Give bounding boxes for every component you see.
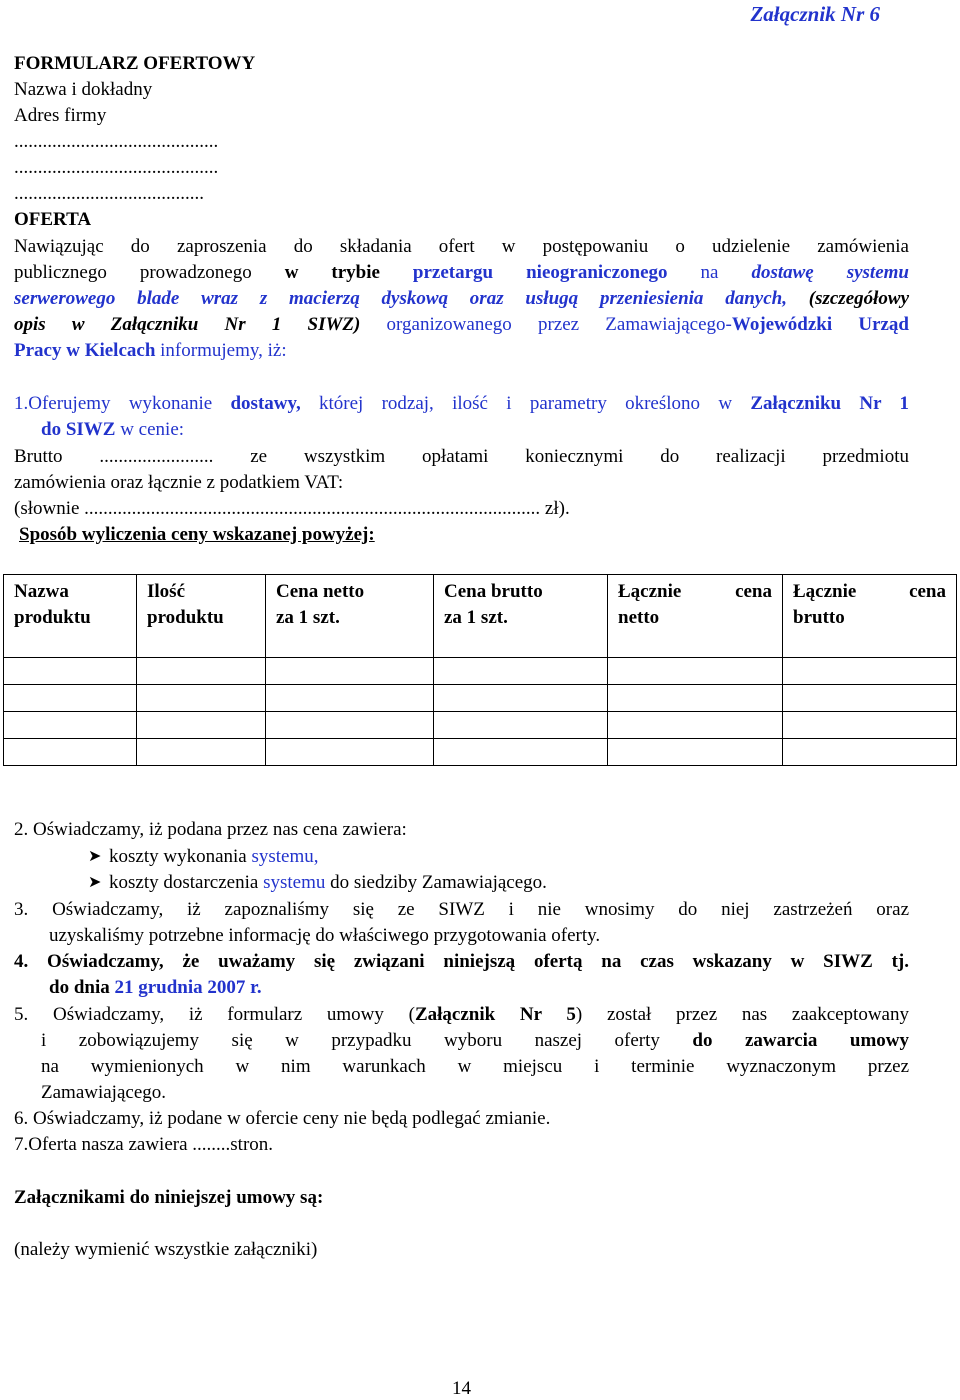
intro-text: publicznego prowadzonego [14,262,285,283]
intro-mode: w trybie [284,262,380,283]
header-quantity: Ilość produktu [137,575,266,658]
point4-line-1: 4. Oświadczamy, że uważamy się związani niniejszą ofertą na czas wskazany w SIWZ tj. [14,951,909,972]
intro-annex-ref: opis w Załączniku Nr 1 SIWZ) [14,314,361,335]
point1-siwz: do SIWZ [41,419,116,440]
intro-subject: dostawę systemu [751,262,909,283]
intro-detail: (szczegółowy [808,288,910,309]
header-product-name: Nazwa produktu [4,575,137,658]
arrow-bullet-icon: ➤ [88,874,102,891]
table-row [4,685,957,712]
intro-line-2 [14,262,909,284]
table-cell[interactable] [783,658,957,685]
point6-text: 6. Oświadczamy, iż podane w ofercie ceny nie będą podlegać zmianie. [14,1108,551,1129]
dots-line-3: ........................................ [14,183,204,204]
point1-delivery: dostawy, [230,393,301,414]
header-unit-net: Cena netto za 1 szt. [266,575,434,658]
intro-subject-cont: serwerowego blade wraz z macierzą dyskową oraz usługą przeniesienia danych, [14,288,787,309]
point5-line-4: Zamawiającego. [41,1082,167,1103]
table-cell[interactable] [137,658,266,685]
table-cell[interactable] [4,739,137,766]
table-cell[interactable] [266,685,434,712]
table-cell[interactable] [783,739,957,766]
point2-item-1: koszty wykonania systemu, [109,846,319,867]
intro-line-5 [14,340,287,362]
attachments-heading: Załącznikami do niniejszej umowy są: [14,1187,324,1208]
dots-line-2: ........................................... [14,157,219,178]
table-cell[interactable] [137,712,266,739]
attachments-note: (należy wymienić wszystkie załączniki) [14,1239,318,1260]
point1-line-2 [41,419,184,441]
table-cell[interactable] [434,712,608,739]
dots-line-1: ........................................... [14,131,219,152]
table-cell[interactable] [266,712,434,739]
company-name-label: Nazwa i dokładny [14,79,153,100]
table-cell[interactable] [4,712,137,739]
table-cell[interactable] [4,658,137,685]
intro-line-3 [14,288,909,310]
point2-text: 2. Oświadczamy, iż podana przez nas cena zawiera: [14,819,407,840]
table-cell[interactable] [434,685,608,712]
price-table [3,574,957,766]
point3-line-2: uzyskaliśmy potrzebne informację do właściwego przygotowania oferty. [49,925,601,946]
table-cell[interactable] [266,739,434,766]
header-total-gross: Łącznie cena brutto [783,575,957,658]
table-cell[interactable] [608,685,783,712]
table-cell[interactable] [137,739,266,766]
intro-informing: informujemy, iż: [155,340,287,361]
arrow-bullet-icon: ➤ [88,848,102,865]
table-cell[interactable] [137,685,266,712]
page-number: 14 [452,1378,471,1399]
point1-gross: Brutto ........................ ze wszystkim opłatami koniecznymi do realizacji przedmiotu [14,446,909,467]
offer-title: OFERTA [14,209,92,230]
point3-line-1: 3. Oświadczamy, iż zapoznaliśmy się ze SIWZ i nie wnosimy do niej zastrzeżeń oraz [14,899,909,920]
point5-line-1: 5. Oświadczamy, iż formularz umowy (Załącznik Nr 5) został przez nas zaakceptowany [14,1004,909,1025]
point5-line-3: na wymienionych w nim warunkach w miejscu i terminie wyznaczonym przez [41,1056,909,1077]
annex-label: Załącznik Nr 6 [750,2,880,26]
intro-line-1: Nawiązując do zaproszenia do składania ofert w postępowaniu o udzielenie zamówienia [14,236,909,257]
point1-annex: Załączniku Nr 1 [750,393,909,414]
point1-vat: zamówienia oraz łącznie z podatkiem VAT: [14,472,344,493]
intro-office-city: Pracy w Kielcach [14,340,156,361]
table-cell[interactable] [434,658,608,685]
header-unit-gross: Cena brutto za 1 szt. [434,575,608,658]
point1-line-1 [14,393,909,415]
table-cell[interactable] [783,685,957,712]
table-cell[interactable] [4,685,137,712]
point5-line-2: i zobowiązujemy się w przypadku wyboru naszej oferty do zawarcia umowy [41,1030,910,1051]
intro-procedure: przetargu nieograniczonego [379,262,668,283]
calculation-heading: Sposób wyliczenia ceny wskazanej powyżej: [19,524,375,545]
point4-line-2: do dnia 21 grudnia 2007 r. [49,977,262,998]
table-row [4,739,957,766]
table-cell[interactable] [608,712,783,739]
point1-in-words: (słownie ................................................................................................ zł). [14,498,570,519]
point7-text: 7.Oferta nasza zawiera ........stron. [14,1134,274,1155]
header-total-net: Łącznie cena netto [608,575,783,658]
company-address-label: Adres firmy [14,105,107,126]
table-cell[interactable] [608,739,783,766]
intro-na: na [667,262,752,283]
table-cell[interactable] [783,712,957,739]
table-row [4,712,957,739]
form-title: FORMULARZ OFERTOWY [14,53,256,74]
point2-item-2: koszty dostarczenia systemu do siedziby Zamawiającego. [109,872,547,893]
table-row [4,658,957,685]
intro-office: Wojewódzki Urząd [731,314,910,335]
table-cell[interactable] [266,658,434,685]
point1-text: 1.Oferujemy wykonanie [14,393,231,414]
point1-text-2: której rodzaj, ilość i parametry określono w [300,393,751,414]
intro-organizer: organizowanego przez Zamawiającego- [360,314,732,335]
table-header-row [4,575,957,658]
table-cell[interactable] [608,658,783,685]
table-cell[interactable] [434,739,608,766]
point4-date: 21 grudnia 2007 r. [114,977,262,998]
intro-line-4 [14,314,909,336]
point1-price: w cenie: [115,419,185,440]
